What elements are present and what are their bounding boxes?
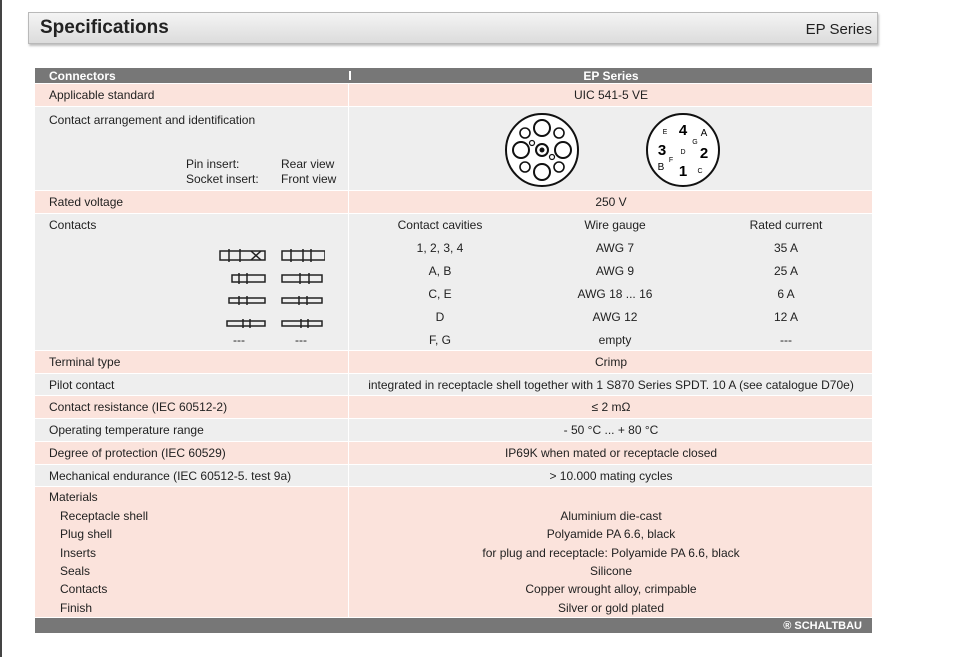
arrangement-diagrams [350,107,872,190]
header-rated-current: Rated current [749,218,823,232]
header-wire-gauge: Wire gauge [584,218,646,232]
current-cell: --- [780,333,792,347]
material-label: Seals [60,564,91,578]
contact-3-label: 3 [657,142,667,159]
pin-insert-label: Pin insert: [186,157,240,171]
contact-e-label: E [662,129,668,136]
current-cell: 35 A [773,241,799,255]
label: Pilot contact [35,374,349,395]
material-value: Polyamide PA 6.6, black [546,527,676,541]
value: ≤ 2 mΩ [591,400,631,414]
series-label: EP Series [805,21,872,38]
label: Mechanical endurance (IEC 60512-5. test 9a) [35,465,349,486]
contact-b-label: B [657,162,665,173]
value: IP69K when mated or receptacle closed [504,446,718,460]
current-cell: 25 A [773,264,799,278]
label: Rated voltage [35,191,349,213]
row-materials [35,487,872,618]
label-cell [35,487,349,617]
cavities-cell: F, G [428,333,451,347]
gauge-cell: AWG 18 ... 16 [577,287,653,301]
contact-g-label: G [692,139,698,146]
material-label: Receptacle shell [60,509,149,523]
socket-dash: --- [295,333,307,347]
window-left-edge [0,0,2,657]
material-label: Contacts [60,582,108,596]
material-label: Finish [60,601,93,615]
material-value: Silicone [589,564,633,578]
value: - 50 °C ... + 80 °C [563,423,659,437]
specifications-table [35,68,872,634]
material-label: Plug shell [60,527,113,541]
contact-pin-icons [215,247,325,345]
table-header-row [35,68,872,84]
page-title: Specifications [40,17,169,38]
cavities-cell: A, B [428,264,452,278]
label: Contact resistance (IEC 60512-2) [35,396,349,418]
row-terminal-type [35,351,872,374]
row-contact-resistance [35,396,872,419]
pin-insert-diagram [504,112,580,188]
value: 250 V [595,195,627,209]
row-degree-protection [35,442,872,465]
value: Crimp [595,355,627,369]
gauge-cell: AWG 9 [595,264,635,278]
material-value: Silver or gold plated [557,601,665,615]
label-cell [35,214,349,350]
cavities-cell: C, E [428,287,452,301]
gauge-cell: AWG 7 [595,241,635,255]
material-label: Inserts [60,546,97,560]
materials-values [350,487,872,617]
contact-4-label: 4 [678,122,688,139]
specifications-header [28,12,878,44]
contact-d-label: D [680,149,686,156]
value: > 10.000 mating cycles [549,469,673,483]
row-operating-temperature [35,419,872,442]
material-value: for plug and receptacle: Polyamide PA 6.6, black [482,546,740,560]
pin-dash: --- [233,333,245,347]
label: Terminal type [35,351,349,373]
cavities-cell: D [435,310,445,324]
value: integrated in receptacle shell together with 1 S870 Series SPDT. 10 A (see catalogue D70e) [368,378,854,392]
row-pilot-contact [35,374,872,396]
socket-insert-diagram [645,112,721,188]
registered-mark-icon: ® [783,620,795,632]
pin-view-label: Rear view [281,157,335,171]
label: Contacts [49,218,97,232]
column-header-connectors: Connectors [49,69,116,83]
contact-2-label: 2 [699,145,709,162]
label: Degree of protection (IEC 60529) [35,442,349,464]
label: Applicable standard [35,84,349,106]
contact-1-label: 1 [678,163,688,180]
label-cell [35,107,349,190]
gauge-cell: empty [598,333,632,347]
contact-c-label: C [697,168,703,175]
row-contacts [35,214,872,351]
brand-name: SCHALTBAU [794,620,862,632]
value: UIC 541-5 VE [573,88,649,102]
row-rated-voltage [35,191,872,214]
material-value: Copper wrought alloy, crimpable [525,582,697,596]
socket-insert-label: Socket insert: [186,172,259,186]
socket-view-label: Front view [281,172,337,186]
cavities-cell: 1, 2, 3, 4 [416,241,464,255]
label: Materials [49,490,98,504]
current-cell: 12 A [773,310,799,324]
label: Contact arrangement and identification [49,113,256,127]
row-mechanical-endurance [35,465,872,487]
row-contact-arrangement [35,107,872,191]
contacts-subtable [350,214,872,350]
row-applicable-standard [35,84,872,107]
label: Operating temperature range [35,419,349,441]
material-value: Aluminium die-cast [560,509,662,523]
table-footer [35,618,872,634]
contact-f-label: F [668,157,674,164]
brand-logo [783,620,862,632]
current-cell: 6 A [777,287,795,301]
header-contact-cavities: Contact cavities [397,218,483,232]
gauge-cell: AWG 12 [592,310,638,324]
column-header-ep-series: EP Series [583,69,639,83]
contact-a-label: A [700,128,708,139]
